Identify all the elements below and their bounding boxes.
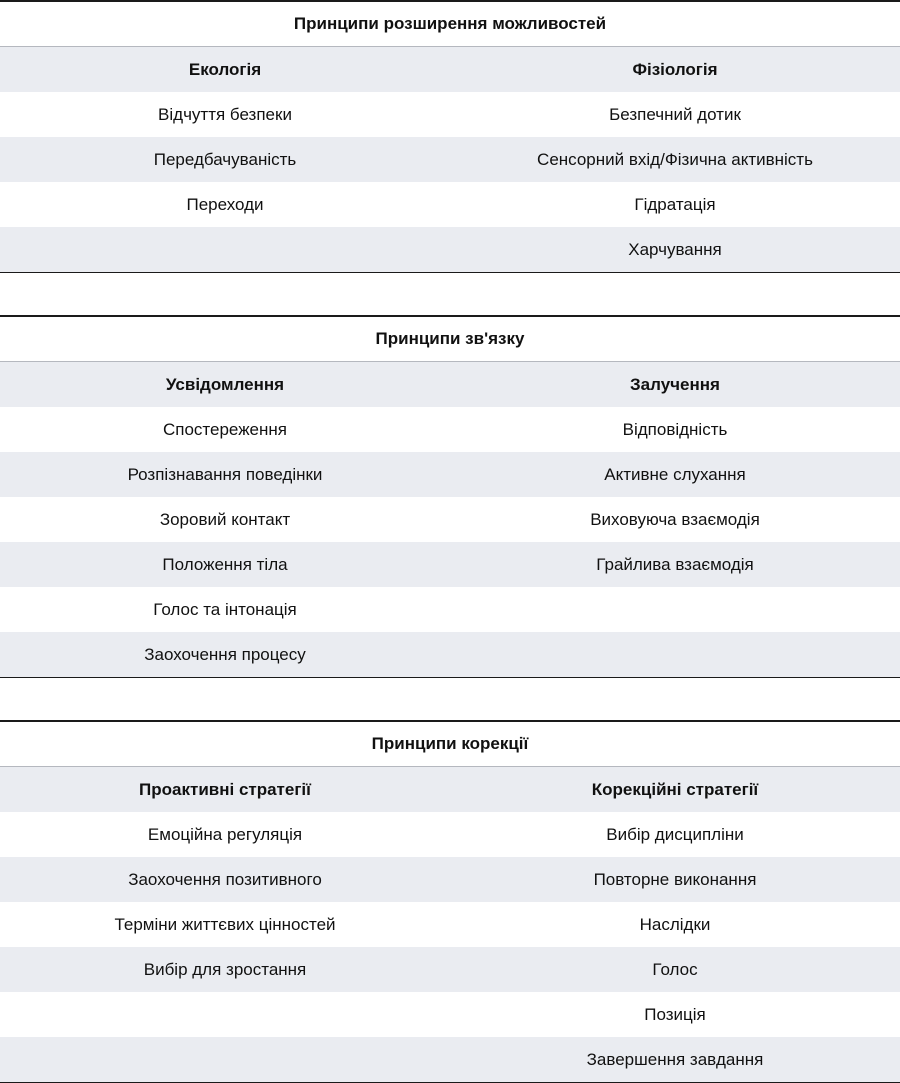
table-cell: Грайлива взаємодія	[596, 554, 754, 574]
table-cell: Відповідність	[622, 419, 728, 439]
table-row	[0, 92, 900, 137]
table-cell	[0, 1037, 450, 1082]
table-cell	[0, 227, 450, 272]
column-header-physiology: Фізіологія	[632, 59, 718, 79]
table-cell: Харчування	[628, 239, 722, 259]
table-row	[0, 227, 900, 272]
table-row	[0, 857, 900, 902]
table-cell: Активне слухання	[604, 464, 746, 484]
table-title: Принципи розширення можливостей	[0, 2, 900, 47]
table-cell: Заохочення процесу	[144, 644, 306, 664]
table-cell: Вибір дисципліни	[606, 824, 744, 844]
table-row	[0, 1037, 900, 1082]
table-row	[0, 407, 900, 452]
table-connection-principles	[0, 315, 900, 678]
table-row	[0, 902, 900, 947]
table-cell: Завершення завдання	[586, 1049, 764, 1069]
table-row	[0, 587, 900, 632]
table-cell: Спостереження	[162, 419, 287, 439]
table-cell	[450, 587, 900, 632]
table-cell: Переходи	[186, 194, 264, 214]
table-cell: Передбачуваність	[153, 149, 297, 169]
table-cell: Безпечний дотик	[609, 104, 741, 124]
table-row	[0, 497, 900, 542]
table-cell: Заохочення позитивного	[128, 869, 322, 889]
table-cell: Гідратація	[634, 194, 716, 214]
table-row	[0, 182, 900, 227]
table-row	[0, 452, 900, 497]
table-row	[0, 542, 900, 587]
table-cell: Терміни життєвих цінностей	[114, 914, 336, 934]
table-cell: Зоровий контакт	[159, 509, 291, 529]
table-cell: Голос	[652, 959, 698, 979]
table-empowering-principles	[0, 0, 900, 273]
table-title: Принципи зв'язку	[0, 317, 900, 362]
column-header-corrective: Корекційні стратегії	[591, 779, 759, 799]
table-cell: Наслідки	[639, 914, 711, 934]
table-header-row	[0, 362, 900, 407]
column-header-ecology: Екологія	[188, 59, 262, 79]
table-cell: Розпізнавання поведінки	[127, 464, 323, 484]
table-row	[0, 632, 900, 677]
table-header-row	[0, 767, 900, 812]
table-cell: Повторне виконання	[593, 869, 757, 889]
table-correction-principles	[0, 720, 900, 1083]
table-row	[0, 137, 900, 182]
table-cell: Вибір для зростання	[143, 959, 307, 979]
table-cell: Позиція	[644, 1004, 706, 1024]
table-cell: Голос та інтонація	[153, 599, 297, 619]
table-row	[0, 992, 900, 1037]
table-cell: Сенсорний вхід/Фізична активність	[537, 149, 813, 169]
table-cell: Положення тіла	[162, 554, 288, 574]
table-cell	[0, 992, 450, 1037]
table-title: Принципи корекції	[0, 722, 900, 767]
table-cell: Виховуюча взаємодія	[590, 509, 760, 529]
table-cell	[450, 632, 900, 677]
column-header-engagement: Залучення	[630, 374, 720, 394]
column-header-awareness: Усвідомлення	[165, 374, 285, 394]
table-cell: Емоційна регуляція	[147, 824, 303, 844]
table-row	[0, 947, 900, 992]
column-header-proactive: Проактивні стратегії	[139, 779, 311, 799]
table-row	[0, 812, 900, 857]
table-header-row	[0, 47, 900, 92]
table-cell: Відчуття безпеки	[158, 104, 292, 124]
